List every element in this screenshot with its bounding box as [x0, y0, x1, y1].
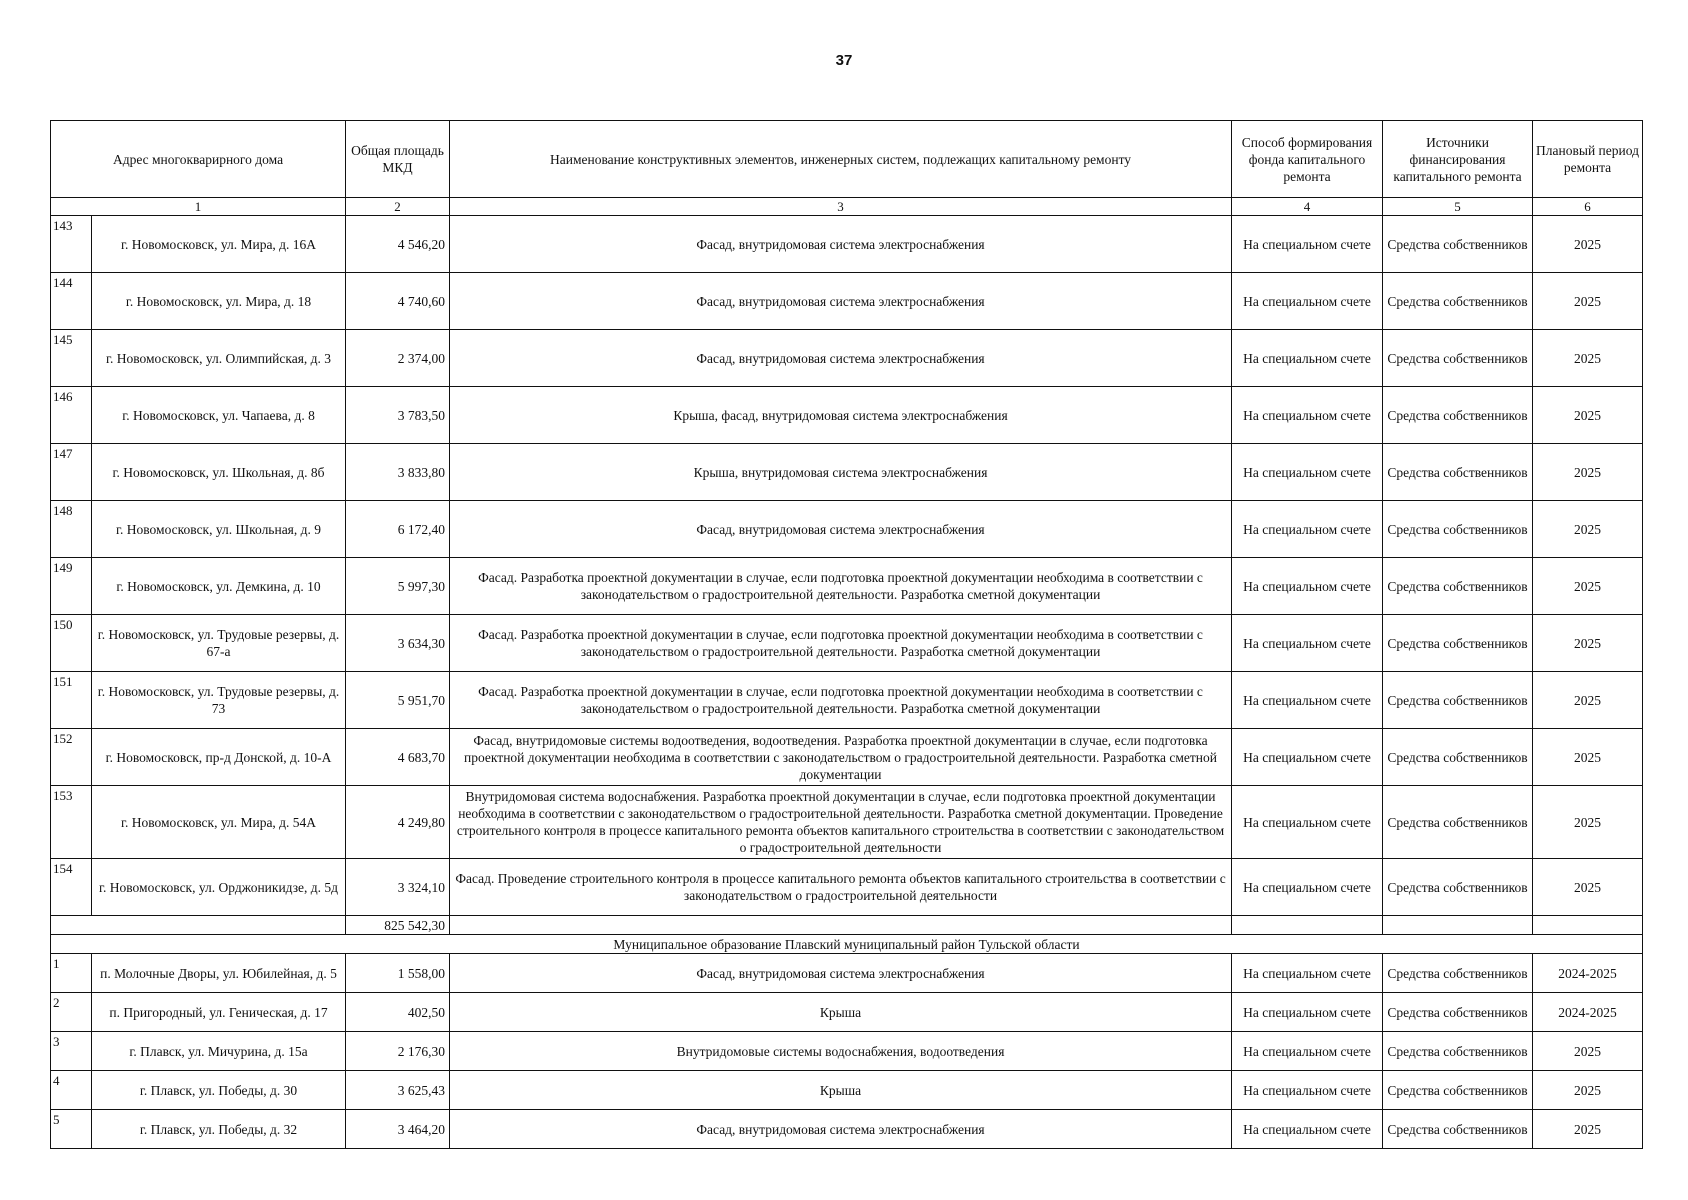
- column-number: 6: [1533, 198, 1643, 216]
- elements-cell: Фасад, внутридомовая система электроснабжения: [450, 1110, 1232, 1149]
- period-cell: 2025: [1533, 216, 1643, 273]
- row-number: 149: [51, 558, 92, 615]
- header-area: Общая площадь МКД: [346, 121, 450, 198]
- row-number: 148: [51, 501, 92, 558]
- table-row: [51, 216, 1643, 273]
- table-row: [51, 501, 1643, 558]
- period-cell: 2025: [1533, 786, 1643, 859]
- area-cell: 5 997,30: [346, 558, 450, 615]
- source-cell: Средства собственников: [1383, 273, 1533, 330]
- method-cell: На специальном счете: [1232, 330, 1383, 387]
- empty-cell: [1383, 916, 1533, 935]
- table-row: [51, 672, 1643, 729]
- method-cell: На специальном счете: [1232, 993, 1383, 1032]
- table-row: [51, 558, 1643, 615]
- address-cell: г. Новомосковск, ул. Трудовые резервы, д. 67-а: [92, 615, 346, 672]
- elements-cell: Фасад. Разработка проектной документации в случае, если подготовка проектной документации необходима в соответствии с законодательством о градостроительной деятельности. Разработка сметной документации: [450, 558, 1232, 615]
- elements-cell: Фасад. Разработка проектной документации в случае, если подготовка проектной документации необходима в соответствии с законодательством о градостроительной деятельности. Разработка сметной документации: [450, 615, 1232, 672]
- period-cell: 2025: [1533, 615, 1643, 672]
- source-cell: Средства собственников: [1383, 558, 1533, 615]
- header-period: Плановый период ремонта: [1533, 121, 1643, 198]
- row-number: 150: [51, 615, 92, 672]
- method-cell: На специальном счете: [1232, 444, 1383, 501]
- method-cell: На специальном счете: [1232, 501, 1383, 558]
- area-cell: 4 683,70: [346, 729, 450, 786]
- elements-cell: Крыша, внутридомовая система электроснабжения: [450, 444, 1232, 501]
- address-cell: г. Новомосковск, ул. Трудовые резервы, д. 73: [92, 672, 346, 729]
- source-cell: Средства собственников: [1383, 672, 1533, 729]
- elements-cell: Фасад, внутридомовые системы водоотведения, водоотведения. Разработка проектной документации в случае, если подготовка проектной документации необходима в соответствии с законодательством о градостроительной деятельности. Разработка сметной документации: [450, 729, 1232, 786]
- address-cell: г. Новомосковск, ул. Мира, д. 18: [92, 273, 346, 330]
- address-cell: г. Новомосковск, ул. Демкина, д. 10: [92, 558, 346, 615]
- period-cell: 2025: [1533, 672, 1643, 729]
- area-cell: 3 634,30: [346, 615, 450, 672]
- empty-cell: [1232, 916, 1383, 935]
- address-cell: г. Новомосковск, ул. Чапаева, д. 8: [92, 387, 346, 444]
- source-cell: Средства собственников: [1383, 1071, 1533, 1110]
- source-cell: Средства собственников: [1383, 444, 1533, 501]
- total-label-cell: [51, 916, 346, 935]
- method-cell: На специальном счете: [1232, 216, 1383, 273]
- header-method: Способ формирования фонда капитального ремонта: [1232, 121, 1383, 198]
- elements-cell: Крыша, фасад, внутридомовая система электроснабжения: [450, 387, 1232, 444]
- method-cell: На специальном счете: [1232, 954, 1383, 993]
- period-cell: 2025: [1533, 1032, 1643, 1071]
- address-cell: п. Молочные Дворы, ул. Юбилейная, д. 5: [92, 954, 346, 993]
- capital-repair-table-container: [50, 120, 1642, 1149]
- source-cell: Средства собственников: [1383, 216, 1533, 273]
- area-cell: 3 833,80: [346, 444, 450, 501]
- table-row: [51, 993, 1643, 1032]
- section-title: Муниципальное образование Плавский муниципальный район Тульской области: [51, 935, 1643, 954]
- method-cell: На специальном счете: [1232, 729, 1383, 786]
- address-cell: г. Новомосковск, пр-д Донской, д. 10-А: [92, 729, 346, 786]
- area-cell: 2 374,00: [346, 330, 450, 387]
- method-cell: На специальном счете: [1232, 1110, 1383, 1149]
- total-area: 825 542,30: [346, 916, 450, 935]
- row-number: 3: [51, 1032, 92, 1071]
- elements-cell: Внутридомовая система водоснабжения. Разработка проектной документации в случае, если подготовка проектной документации необходима в соответствии с законодательством о градостроительной деятельности. Разработка сметной документации. Проведение строительного контроля в процессе капитального ремонта объектов капитального строительства в соответствии с законодательством о градостроительной деятельности: [450, 786, 1232, 859]
- column-number: 1: [51, 198, 346, 216]
- source-cell: Средства собственников: [1383, 330, 1533, 387]
- area-cell: 4 249,80: [346, 786, 450, 859]
- address-cell: г. Плавск, ул. Победы, д. 32: [92, 1110, 346, 1149]
- source-cell: Средства собственников: [1383, 1032, 1533, 1071]
- row-number: 1: [51, 954, 92, 993]
- empty-cell: [450, 916, 1232, 935]
- area-cell: 5 951,70: [346, 672, 450, 729]
- method-cell: На специальном счете: [1232, 615, 1383, 672]
- table-row: [51, 954, 1643, 993]
- empty-cell: [1533, 916, 1643, 935]
- elements-cell: Крыша: [450, 993, 1232, 1032]
- area-cell: 4 546,20: [346, 216, 450, 273]
- header-elements: Наименование конструктивных элементов, инженерных систем, подлежащих капитальному ремонту: [450, 121, 1232, 198]
- period-cell: 2025: [1533, 729, 1643, 786]
- source-cell: Средства собственников: [1383, 859, 1533, 916]
- area-cell: 2 176,30: [346, 1032, 450, 1071]
- total-row: [51, 916, 1643, 935]
- period-cell: 2025: [1533, 859, 1643, 916]
- elements-cell: Фасад, внутридомовая система электроснабжения: [450, 330, 1232, 387]
- period-cell: 2025: [1533, 1071, 1643, 1110]
- period-cell: 2025: [1533, 1110, 1643, 1149]
- elements-cell: Фасад. Разработка проектной документации в случае, если подготовка проектной документации необходима в соответствии с законодательством о градостроительной деятельности. Разработка сметной документации: [450, 672, 1232, 729]
- row-number: 144: [51, 273, 92, 330]
- table-row: [51, 615, 1643, 672]
- table-row: [51, 330, 1643, 387]
- column-number: 5: [1383, 198, 1533, 216]
- address-cell: п. Пригородный, ул. Геническая, д. 17: [92, 993, 346, 1032]
- address-cell: г. Новомосковск, ул. Школьная, д. 8б: [92, 444, 346, 501]
- elements-cell: Фасад, внутридомовая система электроснабжения: [450, 501, 1232, 558]
- row-number: 2: [51, 993, 92, 1032]
- period-cell: 2024-2025: [1533, 993, 1643, 1032]
- table-row: [51, 1032, 1643, 1071]
- area-cell: 4 740,60: [346, 273, 450, 330]
- source-cell: Средства собственников: [1383, 615, 1533, 672]
- page-number: 37: [835, 52, 853, 69]
- method-cell: На специальном счете: [1232, 786, 1383, 859]
- elements-cell: Фасад, внутридомовая система электроснабжения: [450, 216, 1232, 273]
- method-cell: На специальном счете: [1232, 273, 1383, 330]
- row-number: 143: [51, 216, 92, 273]
- address-cell: г. Плавск, ул. Победы, д. 30: [92, 1071, 346, 1110]
- period-cell: 2025: [1533, 558, 1643, 615]
- method-cell: На специальном счете: [1232, 1032, 1383, 1071]
- table-row: [51, 444, 1643, 501]
- table-row: [51, 1071, 1643, 1110]
- source-cell: Средства собственников: [1383, 729, 1533, 786]
- section-header-row: [51, 935, 1643, 954]
- period-cell: 2025: [1533, 273, 1643, 330]
- row-number: 147: [51, 444, 92, 501]
- area-cell: 3 464,20: [346, 1110, 450, 1149]
- elements-cell: Крыша: [450, 1071, 1232, 1110]
- address-cell: г. Новомосковск, ул. Мира, д. 54А: [92, 786, 346, 859]
- row-number: 152: [51, 729, 92, 786]
- area-cell: 6 172,40: [346, 501, 450, 558]
- area-cell: 402,50: [346, 993, 450, 1032]
- row-number: 151: [51, 672, 92, 729]
- column-number: 3: [450, 198, 1232, 216]
- row-number: 5: [51, 1110, 92, 1149]
- capital-repair-table: [50, 120, 1643, 1149]
- table-row: [51, 1110, 1643, 1149]
- row-number: 153: [51, 786, 92, 859]
- method-cell: На специальном счете: [1232, 672, 1383, 729]
- column-number: 2: [346, 198, 450, 216]
- area-cell: 3 783,50: [346, 387, 450, 444]
- method-cell: На специальном счете: [1232, 859, 1383, 916]
- elements-cell: Фасад, внутридомовая система электроснабжения: [450, 273, 1232, 330]
- header-row: [51, 121, 1643, 198]
- area-cell: 1 558,00: [346, 954, 450, 993]
- address-cell: г. Новомосковск, ул. Мира, д. 16А: [92, 216, 346, 273]
- address-cell: г. Новомосковск, ул. Школьная, д. 9: [92, 501, 346, 558]
- source-cell: Средства собственников: [1383, 993, 1533, 1032]
- column-number-row: [51, 198, 1643, 216]
- elements-cell: Фасад, внутридомовая система электроснабжения: [450, 954, 1232, 993]
- table-row: [51, 387, 1643, 444]
- period-cell: 2025: [1533, 501, 1643, 558]
- elements-cell: Фасад. Проведение строительного контроля в процессе капитального ремонта объектов капитального строительства в соответствии с законодательством о градостроительной деятельности: [450, 859, 1232, 916]
- source-cell: Средства собственников: [1383, 786, 1533, 859]
- source-cell: Средства собственников: [1383, 501, 1533, 558]
- source-cell: Средства собственников: [1383, 387, 1533, 444]
- address-cell: г. Новомосковск, ул. Орджоникидзе, д. 5д: [92, 859, 346, 916]
- address-cell: г. Новомосковск, ул. Олимпийская, д. 3: [92, 330, 346, 387]
- column-number: 4: [1232, 198, 1383, 216]
- method-cell: На специальном счете: [1232, 558, 1383, 615]
- row-number: 154: [51, 859, 92, 916]
- method-cell: На специальном счете: [1232, 1071, 1383, 1110]
- address-cell: г. Плавск, ул. Мичурина, д. 15а: [92, 1032, 346, 1071]
- table-row: [51, 273, 1643, 330]
- elements-cell: Внутридомовые системы водоснабжения, водоотведения: [450, 1032, 1232, 1071]
- row-number: 146: [51, 387, 92, 444]
- row-number: 4: [51, 1071, 92, 1110]
- period-cell: 2025: [1533, 444, 1643, 501]
- source-cell: Средства собственников: [1383, 1110, 1533, 1149]
- period-cell: 2025: [1533, 387, 1643, 444]
- table-row: [51, 729, 1643, 786]
- method-cell: На специальном счете: [1232, 387, 1383, 444]
- period-cell: 2024-2025: [1533, 954, 1643, 993]
- area-cell: 3 324,10: [346, 859, 450, 916]
- row-number: 145: [51, 330, 92, 387]
- header-sources: Источники финансирования капитального ремонта: [1383, 121, 1533, 198]
- period-cell: 2025: [1533, 330, 1643, 387]
- table-row: [51, 859, 1643, 916]
- source-cell: Средства собственников: [1383, 954, 1533, 993]
- table-row: [51, 786, 1643, 859]
- header-address: Адрес многокварирного дома: [51, 121, 346, 198]
- area-cell: 3 625,43: [346, 1071, 450, 1110]
